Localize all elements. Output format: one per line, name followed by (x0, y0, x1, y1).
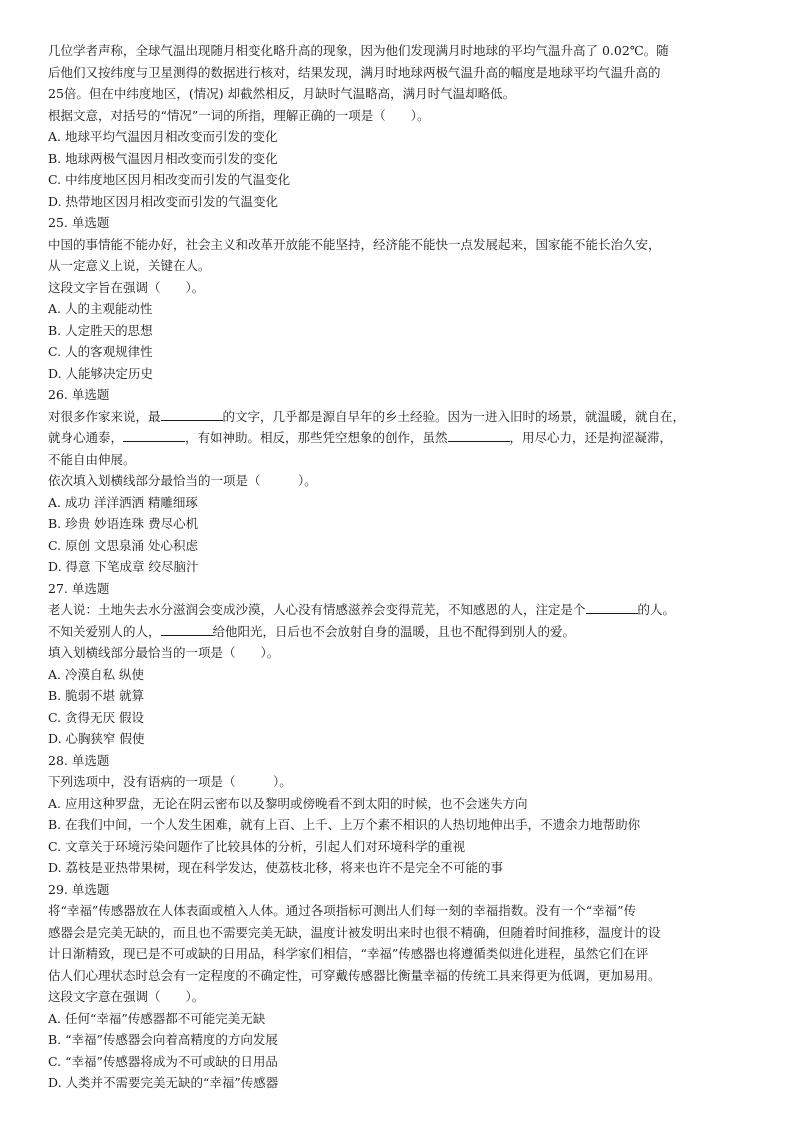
question-26-block (48, 384, 760, 578)
passage-line: 将“幸福”传感器放在人体表面或植入人体。通过各项指标可测出人们每一刻的幸福指数。没有一个“幸福”传 (48, 903, 637, 918)
fill-blank (123, 427, 185, 442)
passage-line (48, 621, 760, 643)
option-c[interactable]: C. 贪得无厌 假设 (48, 709, 145, 725)
passage-text: 不知关爱别人的人， (48, 623, 161, 639)
option-b[interactable]: B. 在我们中间，一个人发生困难，就有上百、上千、上万个素不相识的人热切地伸出手，不遗余力地帮助你 (48, 817, 641, 832)
passage-text: 老人说：土地失去水分滋润会变成沙漠，人心没有情感滋养会变得荒芜，不知感恩的人，注定是个 (48, 602, 586, 617)
exam-page (48, 40, 760, 1094)
option-a[interactable]: A. 冷漠自私 纵使 (48, 666, 144, 682)
question-prompt: 这段文字意在强调（ ）。 (48, 989, 205, 1004)
option-c[interactable]: C. 人的客观规律性 (48, 344, 153, 359)
question-prompt: 下列选项中，没有语病的一项是（ ）。 (48, 774, 292, 789)
option-a[interactable]: A. 任何“幸福”传感器都不可能完美无缺 (48, 1010, 266, 1026)
passage-line: 不能自由伸展。 (48, 451, 136, 467)
question-prompt: 依次填入划横线部分最恰当的一项是（ ）。 (48, 473, 317, 488)
passage-line: 后他们又按纬度与卫星测得的数据进行核对，结果发现，满月时地球两极气温升高的幅度是地球平均气温升高的 (48, 64, 661, 80)
passage-line: 25倍。但在中纬度地区，(情况) 却截然相反，月缺时气温略高，满月时气温却略低。 (48, 86, 516, 101)
passage-line (48, 599, 760, 621)
passage-text: 就身心通泰， (48, 430, 124, 445)
option-b[interactable]: B. 地球两极气温因月相改变而引发的变化 (48, 150, 278, 166)
question-prompt: 填入划横线部分最恰当的一项是（ ）。 (48, 645, 280, 660)
passage-line: 几位学者声称，全球气温出现随月相变化略升高的现象，因为他们发现满月时地球的平均气温升高了 0.02℃。随 (48, 43, 669, 58)
option-d[interactable]: D. 心胸狭窄 假使 (48, 731, 145, 746)
question-header: 25. 单选题 (48, 215, 110, 230)
option-b[interactable]: B. 珍贵 妙语连珠 费尽心机 (48, 516, 199, 531)
passage-line: 从一定意义上说，关键在人。 (48, 258, 211, 273)
question-24-block (48, 40, 760, 212)
fill-blank (448, 427, 510, 442)
question-29-block (48, 879, 760, 1094)
option-a[interactable]: A. 应用这种罗盘，无论在阴云密布以及黎明或傍晚看不到太阳的时候，也不会迷失方向 (48, 795, 528, 811)
fill-blank (161, 406, 223, 421)
passage-text: ，有如神助。相反，那些凭空想象的创作，虽然 (185, 430, 448, 445)
option-b[interactable]: B. 脆弱不堪 就算 (48, 688, 145, 703)
question-header: 27. 单选题 (48, 580, 110, 596)
question-header: 26. 单选题 (48, 387, 110, 402)
question-header: 29. 单选题 (48, 881, 110, 897)
question-prompt: 这段文字旨在强调（ ）。 (48, 279, 205, 295)
passage-line: 感器会是完美无缺的，而且也不需要完美无缺，温度计被发明出来时也很不精确，但随着时间推移，温度计的设 (48, 924, 661, 940)
passage-text: 的人。 (637, 602, 676, 617)
option-d[interactable]: D. 人能够决定历史 (48, 365, 154, 381)
question-25-block (48, 212, 760, 384)
option-b[interactable]: B. 人定胜天的思想 (48, 322, 153, 338)
question-header: 28. 单选题 (48, 752, 110, 768)
option-c[interactable]: C. 文章关于环境污染问题作了比较具体的分析，引起人们对环境科学的重视 (48, 838, 466, 854)
passage-line: 计日渐精致，现已是不可或缺的日用品，科学家们相信，“幸福”传感器也将遵循类似进化进程，虽然它们在评 (48, 946, 649, 961)
passage-line (48, 427, 760, 449)
option-c[interactable]: C. 中纬度地区因月相改变而引发的气温变化 (48, 172, 291, 187)
passage-text: 对很多作家来说，最 (48, 408, 161, 424)
option-c[interactable]: C. 原创 文思泉涌 处心积虑 (48, 537, 199, 553)
option-d[interactable]: D. 得意 下笔成章 绞尽脑汁 (48, 559, 199, 574)
passage-line (48, 406, 760, 428)
passage-line: 中国的事情能不能办好，社会主义和改革开放能不能坚持，经济能不能快一点发展起来，国家能不能长治久安， (48, 236, 661, 252)
passage-text: 的文字，几乎都是源自早年的乡土经验。因为一进入旧时的场景，就温暖，就自在， (222, 408, 686, 424)
fill-blank (586, 599, 638, 614)
option-b[interactable]: B. “幸福”传感器会向着高精度的方向发展 (48, 1032, 278, 1047)
option-d[interactable]: D. 荔枝是亚热带果树，现在科学发达，使荔枝北移，将来也许不是完全不可能的事 (48, 860, 504, 875)
option-a[interactable]: A. 人的主观能动性 (48, 301, 153, 316)
passage-text: ，用尽心力，还是拘涩凝滞， (509, 430, 673, 445)
question-27-block (48, 578, 760, 750)
passage-line: 估人们心理状态时总会有一定程度的不确定性，可穿戴传感器比衡量幸福的传统工具来得更为低调，更加易用。 (48, 967, 661, 983)
passage-text: 给他阳光，日后也不会放射自身的温暖，且也不配得到别人的爱。 (212, 623, 576, 639)
option-c[interactable]: C. “幸福”传感器将成为不可或缺的日用品 (48, 1053, 278, 1069)
option-d[interactable]: D. 人类并不需要完美无缺的“幸福”传感器 (48, 1075, 279, 1090)
option-a[interactable]: A. 成功 洋洋洒洒 精雕细琢 (48, 494, 198, 510)
fill-blank (161, 621, 213, 636)
option-a[interactable]: A. 地球平均气温因月相改变而引发的变化 (48, 129, 278, 144)
question-prompt: 根据文意，对括号的“情况”一词的所指，理解正确的一项是（ ）。 (48, 107, 430, 123)
question-28-block (48, 750, 760, 879)
option-d[interactable]: D. 热带地区因月相改变而引发的气温变化 (48, 193, 279, 209)
